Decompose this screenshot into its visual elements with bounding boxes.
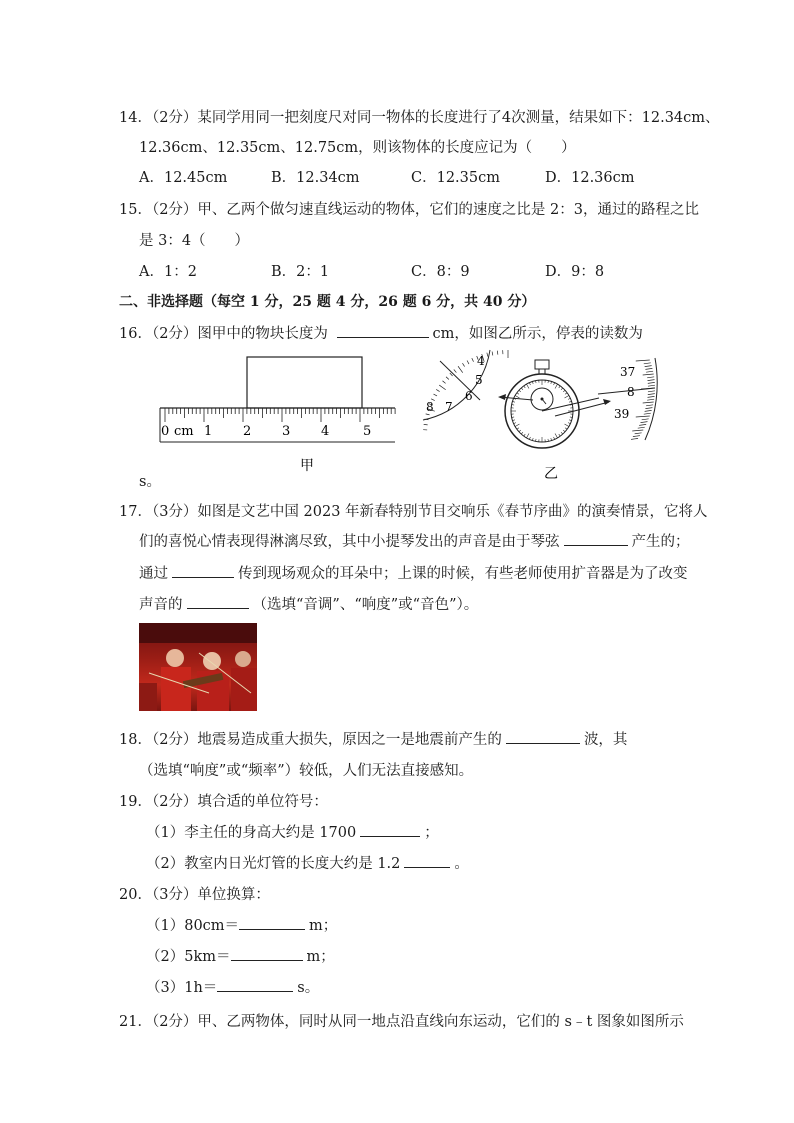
minute-tick — [487, 353, 488, 357]
q19-item1-end: ； — [424, 825, 439, 841]
q19-line1: 19．（2分）填合适的单位符号： — [119, 794, 328, 810]
second-tick — [632, 430, 643, 431]
q20-blank-2[interactable] — [231, 946, 303, 961]
q20-item3-end: s。 — [297, 980, 320, 996]
q16-text — [119, 322, 643, 343]
second-tick — [645, 408, 652, 409]
q14-option-c: C．12.35cm — [411, 170, 500, 186]
q17-line3-text: 通过 — [139, 566, 168, 582]
second-tick — [636, 360, 650, 361]
q20-item2-end: m； — [306, 949, 335, 965]
ruler-label-5: 5 — [363, 424, 372, 439]
second-tick — [648, 385, 655, 386]
q17-blank-1[interactable] — [564, 531, 628, 546]
minute-label-7: 7 — [445, 400, 453, 414]
minute-label-6: 6 — [465, 389, 473, 403]
second-tick — [644, 413, 651, 414]
q19-blank-2[interactable] — [404, 853, 450, 868]
q19-item2-end: 。 — [454, 856, 469, 872]
stopwatch-crown — [535, 360, 549, 369]
minute-label-8: 8 — [426, 400, 434, 414]
minute-tick — [472, 358, 474, 362]
second-tick — [648, 391, 655, 392]
q20-line1: 20．（3分）单位换算： — [119, 887, 270, 903]
minute-tick — [454, 370, 457, 373]
q17-line2-text: 们的喜悦心情表现得淋漓尽致，其中小提琴发出的声音是由于琴弦 — [139, 534, 560, 550]
q17-blank-3[interactable] — [187, 594, 249, 609]
q15-line2: 是 3：4（ ） — [139, 233, 250, 249]
q14-option-b: B．12.34cm — [271, 170, 360, 186]
q20-item1-end: m； — [309, 918, 338, 934]
minute-tick — [443, 381, 446, 384]
q17-line4-text: 声音的 — [139, 597, 183, 613]
minute-tick — [439, 385, 445, 390]
q17-line3 — [139, 562, 688, 583]
second-tick — [648, 394, 655, 395]
second-tick — [643, 374, 654, 375]
second-tick — [648, 380, 655, 381]
second-tick — [645, 410, 652, 411]
second-tick — [642, 419, 649, 420]
second-label-38: 8 — [627, 385, 635, 399]
minute-tick — [436, 389, 439, 391]
q20-item1 — [146, 914, 337, 935]
figure-caption-jia: 甲 — [300, 458, 314, 474]
ruler-label-3: 3 — [282, 424, 291, 439]
q17-line4-end: （选填“音调”、“响度”或“音色”）。 — [252, 597, 479, 613]
q16-mid: cm，如图乙所示，停表的读数为 — [432, 326, 643, 342]
second-tick — [647, 377, 654, 378]
q20-blank-1[interactable] — [239, 915, 305, 930]
second-tick — [648, 382, 655, 383]
q15-option-a: A．1：2 — [139, 264, 197, 280]
orchestra-photo — [139, 623, 257, 711]
stopwatch-figure — [415, 348, 665, 483]
q18-line1-end: 波，其 — [583, 732, 628, 748]
q19-item1 — [146, 821, 439, 842]
q18-blank[interactable] — [506, 729, 580, 744]
q20-item2 — [146, 945, 335, 966]
q16-suffix: s。 — [139, 474, 161, 490]
minute-tick — [424, 424, 428, 425]
ruler-label-0: 0 — [161, 424, 170, 439]
ruler-label-1: 1 — [204, 424, 213, 439]
q17-blank-2[interactable] — [172, 563, 234, 578]
minute-tick — [434, 394, 438, 396]
figure-caption-yi: 乙 — [544, 466, 558, 482]
ruler-label-2: 2 — [243, 424, 252, 439]
minute-label-4: 4 — [477, 354, 485, 368]
minute-label-5: 5 — [475, 373, 483, 387]
q20-item3 — [146, 976, 319, 997]
second-tick — [631, 438, 638, 439]
ruler-ticks — [165, 408, 395, 422]
q19-blank-1[interactable] — [360, 822, 420, 837]
q19-item1-text: （1）李主任的身高大约是 1700 — [146, 825, 357, 841]
q16-prefix: 16．（2分）图甲中的物块长度为 — [119, 326, 328, 342]
ruler-label-4: 4 — [321, 424, 330, 439]
second-tick — [636, 416, 650, 417]
second-tick — [644, 363, 651, 364]
q21-line1: 21．（2分）甲、乙两物体，同时从同一地点沿直线向东运动，它们的 s﹣t 图象如图所示 — [119, 1014, 684, 1030]
minute-tick — [492, 352, 493, 356]
second-tick — [648, 396, 655, 397]
ruler-figure — [155, 352, 405, 482]
q17-line4 — [139, 593, 478, 614]
second-tick — [645, 368, 652, 369]
q19-item2 — [146, 852, 469, 873]
q14-line2: 12.36cm、12.35cm、12.75cm，则该物体的长度应记为（ ） — [139, 140, 576, 156]
minute-tick — [426, 414, 430, 415]
second-tick — [639, 424, 646, 425]
q17-line1: 17．（3分）如图是文艺中国 2023 年新春特别节目交响乐《春节序曲》的演奏情景，它将人 — [119, 504, 708, 520]
minute-tick — [458, 366, 463, 372]
second-tick — [643, 402, 654, 403]
minute-tick — [446, 377, 449, 380]
q18-line1 — [119, 728, 627, 749]
second-tick — [647, 399, 654, 400]
q14-option-d: D．12.36cm — [545, 170, 635, 186]
q19-item2-text: （2）教室内日光灯管的长度大约是 1.2 — [146, 856, 401, 872]
q17-line3-end: 传到现场观众的耳朵中；上课的时候，有些老师使用扩音器是为了改变 — [238, 566, 688, 582]
q15-line1: 15．（2分）甲、乙两个做匀速直线运动的物体，它们的速度之比是 2：3，通过的路程之比 — [119, 202, 699, 218]
second-label-39: 39 — [614, 407, 630, 421]
second-tick — [640, 422, 647, 423]
q17-line2 — [139, 530, 690, 551]
second-dial-arc — [645, 358, 657, 440]
second-tick — [646, 405, 653, 406]
second-tick — [633, 436, 640, 437]
second-tick — [638, 427, 645, 428]
second-tick — [635, 433, 642, 434]
q14-line1: 14．（2分）某同学用同一把刻度尺对同一物体的长度进行了4次测量，结果如下：12.34cm、 — [119, 110, 720, 126]
q20-item1-text: （1）80cm＝ — [146, 918, 240, 934]
q17-line2-end: 产生的； — [631, 534, 690, 550]
minute-tick — [467, 361, 469, 365]
second-tick — [646, 371, 653, 372]
minute-tick — [462, 363, 464, 366]
q14-option-a: A．12.45cm — [139, 170, 228, 186]
q20-item3-text: （3）1h＝ — [146, 980, 218, 996]
orchestra-photo-illustration — [139, 623, 257, 711]
q20-blank-3[interactable] — [217, 977, 293, 992]
ruler-unit: cm — [174, 424, 194, 439]
q18-line1-text: 18．（2分）地震易造成重大损失，原因之一是地震前产生的 — [119, 732, 502, 748]
wooden-block — [247, 357, 362, 408]
second-label-37: 37 — [620, 365, 636, 379]
q16-blank-length[interactable] — [337, 323, 429, 338]
q18-line2: （选填“响度”或“频率”）较低，人们无法直接感知。 — [139, 763, 474, 779]
q15-option-d: D．9：8 — [545, 264, 605, 280]
second-tick — [645, 366, 652, 367]
q15-option-c: C．8：9 — [411, 264, 470, 280]
q20-item2-text: （2）5km＝ — [146, 949, 231, 965]
section-2-header: 二、非选择题（每空 1 分，25 题 4 分，26 题 6 分，共 40 分） — [119, 294, 536, 310]
q15-option-b: B．2：1 — [271, 264, 330, 280]
minute-tick — [497, 351, 498, 355]
minute-hand-pointer — [440, 361, 480, 400]
